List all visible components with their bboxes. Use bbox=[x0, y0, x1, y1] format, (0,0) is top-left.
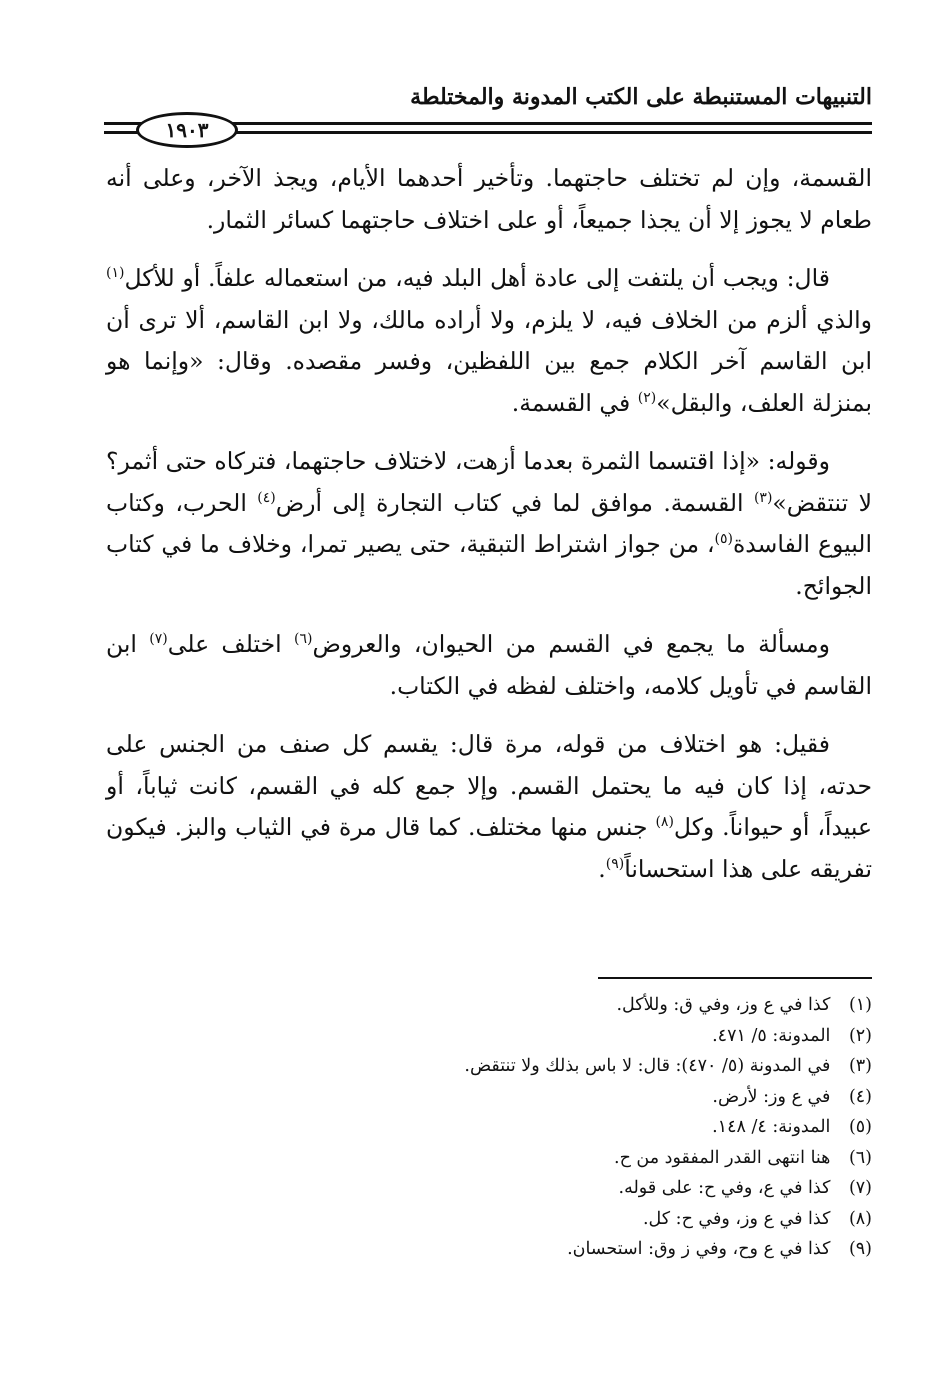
footnote-item bbox=[106, 1051, 872, 1082]
footnote-number: (٨) bbox=[848, 1208, 872, 1229]
footnote-text: المدونة: ٥/ ٤٧١. bbox=[712, 1025, 831, 1046]
footnotes-list bbox=[106, 990, 872, 1265]
paragraph: القسمة، وإن لم تختلف حاجتهما. وتأخير أحدهما الأيام، ويجذ الآخر، وعلى أنه طعام لا يجوز إلا أن يجذا جميعاً، أو على اختلاف حاجتهما كسائر الثمار. bbox=[106, 164, 872, 234]
footnote-text: هنا انتهى القدر المفقود من ح. bbox=[614, 1147, 831, 1168]
page-number: ١٩٠٣ bbox=[136, 112, 238, 148]
paragraph: فقيل: هو اختلاف من قوله، مرة قال: يقسم كل صنف من الجنس على حدته، إذا كان فيه ما يحتمل القسم. وإلا جمع كله في القسم، كانت ثياباً، أو عبيداً، أو حيواناً. وكل$^{(٨)}$ جنس منها مختلف. كما قال مرة في الثياب والبز. فيكون تفريقه على هذا استحساناً$^{(٩)}$. bbox=[106, 730, 873, 883]
footnote-separator bbox=[598, 977, 872, 979]
footnote-item bbox=[106, 1082, 872, 1113]
running-header-title: التنبيهات المستنبطة على الكتب المدونة والمختلطة bbox=[410, 84, 872, 110]
footnote-text: كذا في ع، وفي ح: على قوله. bbox=[618, 1178, 831, 1198]
footnote-number: (٩) bbox=[848, 1239, 872, 1259]
footnote-text: كذا في ع وز، وفي ق: وللأكل. bbox=[616, 995, 831, 1015]
footnote-item bbox=[106, 990, 872, 1021]
footnote-item bbox=[106, 1173, 872, 1204]
main-text bbox=[106, 158, 872, 907]
footnote-item bbox=[106, 1204, 872, 1235]
footnote-text: كذا في ع وح، وفي ز وق: استحسان. bbox=[567, 1239, 831, 1259]
footnote-number: (١) bbox=[848, 995, 872, 1015]
footnote-text: كذا في ع وز، وفي ح: كل. bbox=[642, 1208, 831, 1229]
paragraph: ومسألة ما يجمع في القسم من الحيوان، والعروض$^{(٦)}$ اختلف على$^{(٧)}$ ابن القاسم في تأويل كلامه، واختلف لفظه في الكتاب. bbox=[106, 630, 872, 700]
footnote-number: (٤) bbox=[848, 1086, 872, 1107]
footnote-item bbox=[106, 1021, 872, 1052]
paragraph: قال: ويجب أن يلتفت إلى عادة أهل البلد فيه، من استعماله علفاً. أو للأكل$^{(١)}$ والذي ألزم من الخلاف فيه، لا يلزم، ولا أراده مالك، ولا ابن القاسم، ألا ترى أن ابن القاسم آخر الكلام جمع بين اللفظين، وفسر مقصده. وقال: «وإنما هو بمنزلة العلف، والبقل»$^{(٢)}$ في القسمة. bbox=[106, 264, 872, 417]
footnote-number: (٢) bbox=[848, 1025, 872, 1046]
footnote-item bbox=[106, 1143, 872, 1174]
footnote-item bbox=[106, 1112, 872, 1143]
footnote-number: (٥) bbox=[848, 1117, 872, 1137]
footnote-number: (٦) bbox=[848, 1147, 872, 1168]
footnote-text: المدونة: ٤/ ١٤٨. bbox=[712, 1117, 831, 1137]
footnote-text: في المدونة (٥/ ٤٧٠): قال: لا باس بذلك ولا تنتقض. bbox=[464, 1056, 831, 1076]
footnote-number: (٧) bbox=[848, 1178, 872, 1198]
footnote-number: (٣) bbox=[848, 1056, 872, 1076]
footnote-item bbox=[106, 1234, 872, 1265]
paragraph: وقوله: «إذا اقتسما الثمرة بعدما أزهت، لاختلاف حاجتهما، فتركاه حتى أثمر؟ لا تنتقض»$^{(٣)}$ القسمة. موافق لما في كتاب التجارة إلى أرض$^{(٤)}$ الحرب، وكتاب البيوع الفاسدة$^{(٥)}$، من جواز اشتراط التبقية، حتى يصير تمرا، وخلاف ما في كتاب الجوائح. bbox=[106, 447, 872, 600]
footnote-text: في ع وز: لأرض. bbox=[712, 1086, 831, 1107]
